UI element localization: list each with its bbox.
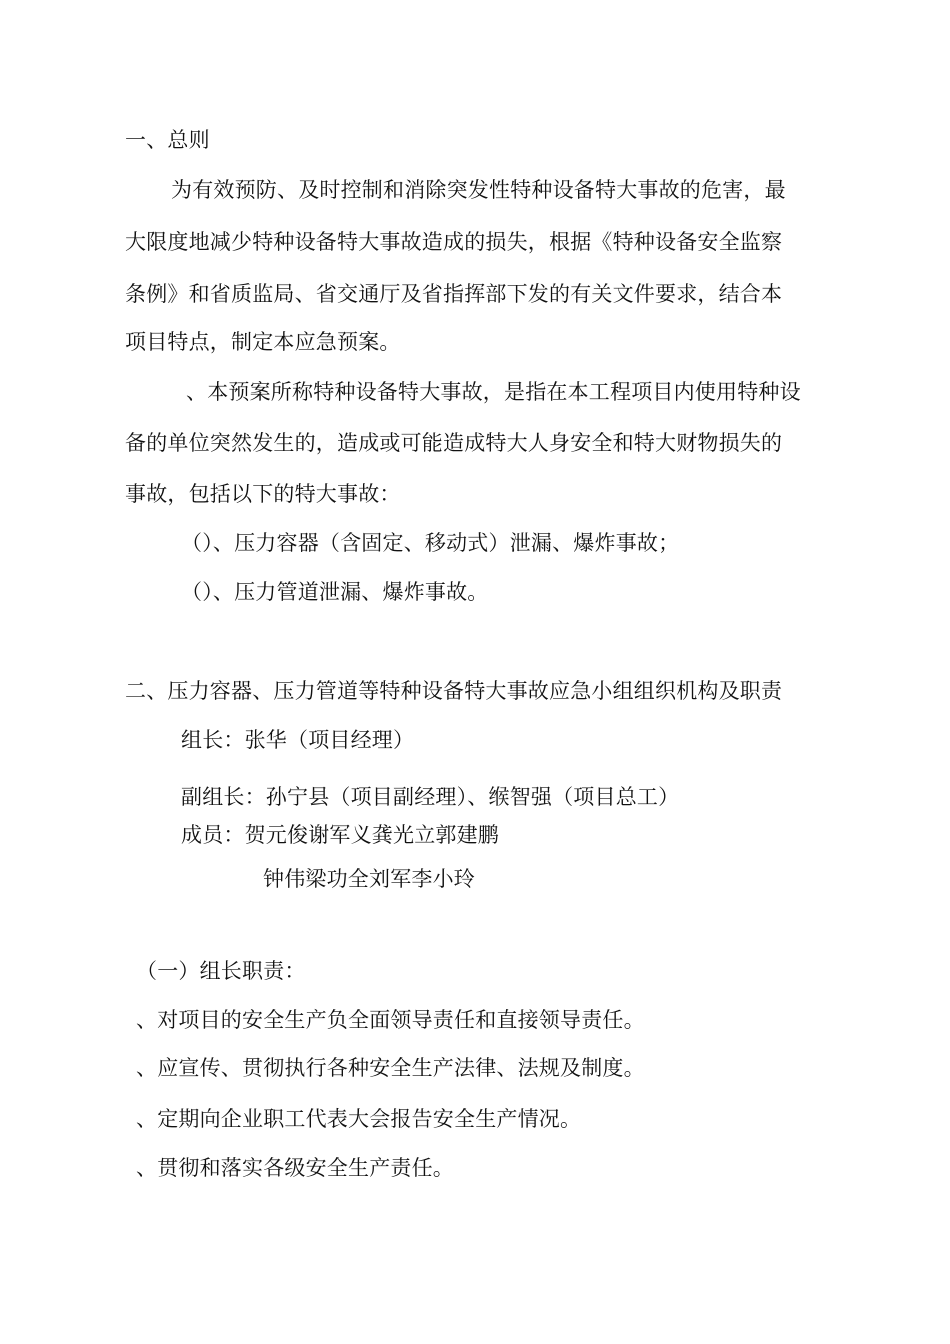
section-1-heading: 一、总则 <box>125 128 210 152</box>
leader-line: 组长：张华（项目经理） <box>181 728 415 752</box>
subsection-heading: （一）组长职责： <box>136 959 306 983</box>
para-1-line-3: 条例》和省质监局、省交通厅及省指挥部下发的有关文件要求，结合本 <box>125 282 783 306</box>
list-item-2: （）、压力管道泄漏、爆炸事故。 <box>181 580 489 604</box>
list-item-1: （）、压力容器（含固定、移动式）泄漏、爆炸事故； <box>181 531 680 555</box>
para-2-line-2: 备的单位突然发生的，造成或可能造成特大人身安全和特大财物损失的 <box>125 431 783 455</box>
duty-item-1: 、对项目的安全生产负全面领导责任和直接领导责任。 <box>136 1008 645 1032</box>
para-1-line-1: 为有效预防、及时控制和消除突发性特种设备特大事故的危害，最 <box>171 178 786 202</box>
duty-item-2: 、应宣传、贯彻执行各种安全生产法律、法规及制度。 <box>136 1056 645 1080</box>
para-2-line-1: 、本预案所称特种设备特大事故，是指在本工程项目内使用特种设 <box>186 380 801 404</box>
para-1-line-2: 大限度地减少特种设备特大事故造成的损失，根据《特种设备安全监察 <box>125 230 783 254</box>
section-2-heading: 二、压力容器、压力管道等特种设备特大事故应急小组组织机构及职责 <box>125 679 783 703</box>
members-line-2: 钟伟梁功全刘军李小玲 <box>263 867 475 891</box>
para-2-line-3: 事故，包括以下的特大事故： <box>125 482 401 506</box>
members-line-1: 成员：贺元俊谢军义龚光立郭建鹏 <box>181 823 499 847</box>
para-1-line-4: 项目特点，制定本应急预案。 <box>125 330 401 354</box>
duty-item-4: 、贯彻和落实各级安全生产责任。 <box>136 1156 454 1180</box>
duty-item-3: 、定期向企业职工代表大会报告安全生产情况。 <box>136 1107 582 1131</box>
deputy-line: 副组长：孙宁县（项目副经理）、缑智强（项目总工） <box>181 785 680 809</box>
